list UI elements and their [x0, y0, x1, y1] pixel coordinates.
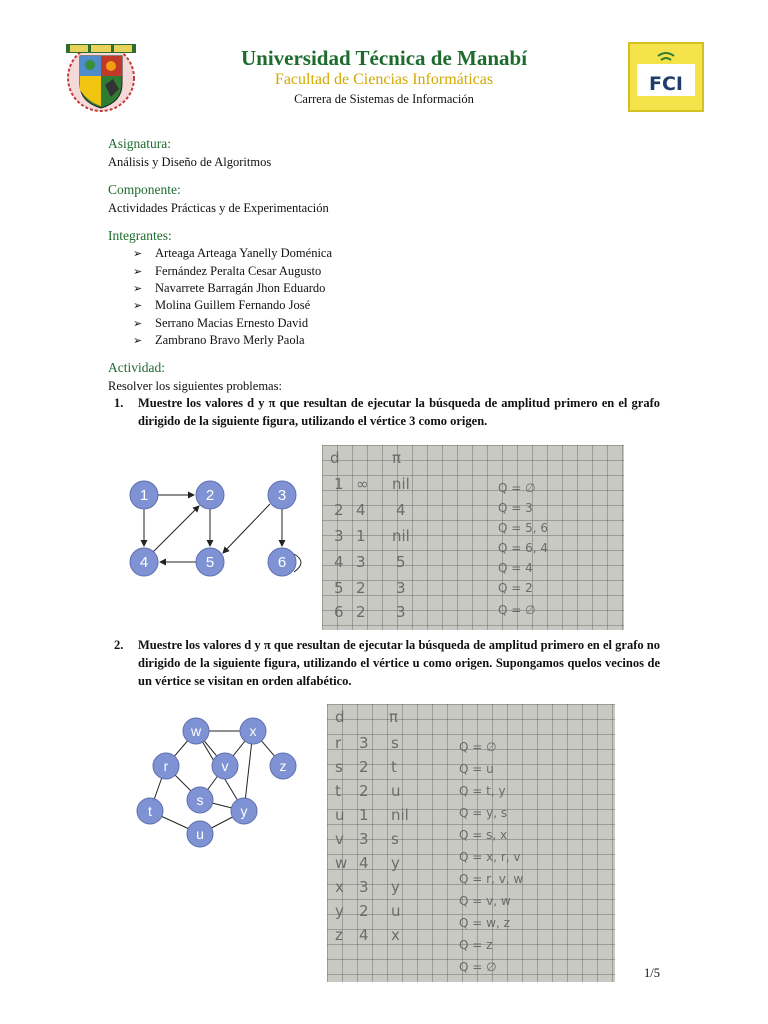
svg-text:4: 4	[139, 554, 149, 571]
arrow-bullet-icon: ➢	[133, 300, 143, 312]
directed-graph-figure	[120, 476, 310, 582]
fci-logo-text: FCI	[649, 73, 683, 95]
problem-number: 1.	[114, 396, 124, 410]
svg-text:t: t	[148, 803, 152, 819]
page-number: 1/5	[644, 966, 660, 980]
svg-text:y: y	[240, 803, 248, 819]
graph-node	[231, 798, 257, 824]
member-item: ➢ Navarrete Barragán Jhon Eduardo	[133, 281, 326, 295]
problem-2	[108, 636, 660, 690]
svg-text:w: w	[190, 723, 202, 739]
svg-text:x: x	[249, 723, 257, 739]
asignatura-label: Asignatura:	[108, 136, 171, 151]
graph-node	[270, 753, 296, 779]
svg-text:6: 6	[277, 554, 287, 571]
career-title: Carrera de Sistemas de Información	[294, 92, 474, 106]
graph-node	[187, 787, 213, 813]
handwritten-table-photo-1: d π 1 ∞ nil 2 4 4 3 1 nil 4 3 5 5 2 3 6 2 3 Q = ∅ Q = 3 Q = 5, 6 Q = 6, 4 Q = 4 Q = 2 Q = ∅	[322, 445, 624, 630]
componente-label: Componente:	[108, 182, 181, 197]
university-title: Universidad Técnica de Manabí	[240, 46, 528, 70]
svg-text:u: u	[196, 826, 204, 842]
svg-text:r: r	[163, 758, 169, 774]
svg-text:s: s	[196, 792, 204, 808]
graph-node	[187, 821, 213, 847]
member-item: ➢ Fernández Peralta Cesar Augusto	[133, 264, 322, 278]
graph-node	[153, 753, 179, 779]
componente-value: Actividades Prácticas y de Experimentación	[108, 201, 329, 215]
member-item: ➢ Serrano Macias Ernesto David	[133, 316, 309, 330]
graph-node	[130, 481, 158, 509]
graph-node	[183, 718, 209, 744]
asignatura-value: Análisis y Diseño de Algoritmos	[108, 155, 272, 169]
svg-text:z: z	[279, 758, 287, 774]
handwritten-table-photo-2: d π r 3 s s 2 t t 2 u u 1 nil v 3 s w 4 y x 3 y y 2 u z 4 x Q = ∅ Q = u Q = t, y Q = y, s Q = s, x Q = x, r, v Q = r, v, w Q = v, w Q = w, z Q = z Q = ∅	[327, 704, 615, 982]
actividad-label: Actividad:	[108, 360, 165, 375]
integrantes-label: Integrantes:	[108, 228, 172, 243]
svg-text:1: 1	[139, 487, 149, 504]
faculty-title: Facultad de Ciencias Informáticas	[274, 71, 494, 88]
problem-text: Muestre los valores d y π que resultan de ejecutar la búsqueda de amplitud primero en el grafo no dirigido de la siguiente figura, utilizando el vértice u como origen. Supongamos quelos vecinos de un vértice se visitan en orden alfabético.	[138, 638, 660, 688]
member-item: ➢ Arteaga Arteaga Yanelly Doménica	[133, 246, 333, 260]
graph-node	[268, 481, 296, 509]
graph-node	[130, 548, 158, 576]
problem-text: Muestre los valores d y π que resultan de ejecutar la búsqueda de amplitud primero en el grafo dirigido de la siguiente figura, utilizando el vértice 3 como origen.	[138, 396, 660, 428]
graph-node	[240, 718, 266, 744]
problem-1	[108, 394, 660, 430]
graph-node	[212, 753, 238, 779]
fci-logo	[628, 42, 704, 112]
problem-number: 2.	[114, 638, 124, 652]
graph-node	[196, 481, 224, 509]
svg-text:5: 5	[205, 554, 215, 571]
member-item: ➢ Molina Guillem Fernando José	[133, 298, 311, 312]
arrow-bullet-icon: ➢	[133, 318, 143, 330]
actividad-intro: Resolver los siguientes problemas:	[108, 379, 282, 393]
graph-node	[196, 548, 224, 576]
svg-text:2: 2	[205, 487, 215, 504]
member-item: ➢ Zambrano Bravo Merly Paola	[133, 333, 305, 347]
arrow-bullet-icon: ➢	[133, 335, 143, 347]
svg-text:v: v	[221, 758, 229, 774]
arrow-bullet-icon: ➢	[133, 283, 143, 295]
graph-node	[268, 548, 296, 576]
svg-text:3: 3	[277, 487, 287, 504]
undirected-graph-figure	[130, 714, 300, 848]
arrow-bullet-icon: ➢	[133, 248, 143, 260]
graph-node	[137, 798, 163, 824]
arrow-bullet-icon: ➢	[133, 266, 143, 278]
